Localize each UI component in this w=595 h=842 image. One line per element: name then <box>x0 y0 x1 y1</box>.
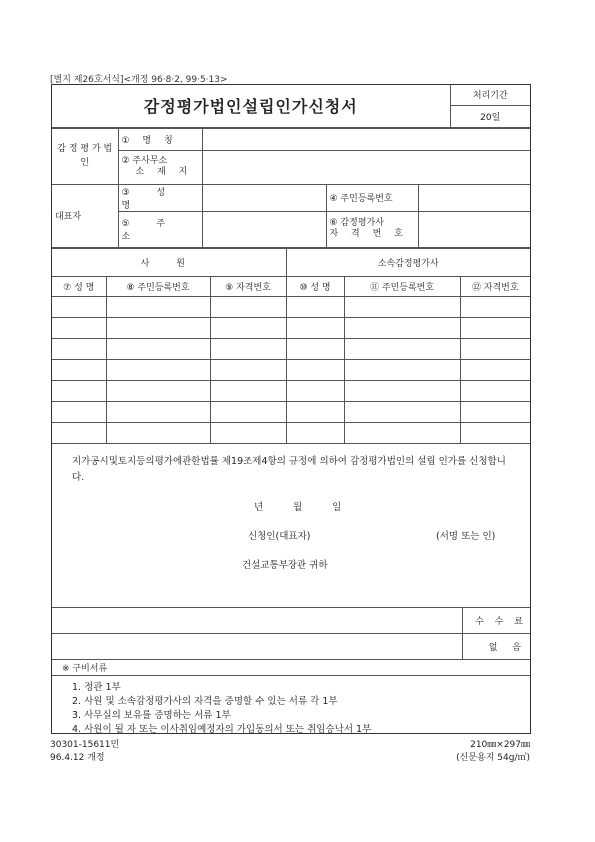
rep-address-field[interactable] <box>202 211 326 247</box>
table-cell[interactable] <box>210 380 286 401</box>
rep-name-label: ③ 성 명 <box>118 184 202 211</box>
rep-rrn-field[interactable] <box>418 184 530 211</box>
appraisers-header: 소속감정평가사 <box>286 248 530 276</box>
processing-period-label: 처리기간 <box>450 85 530 105</box>
paper-size: 210㎜×297㎜ <box>470 740 530 750</box>
date-year-label: 년 <box>254 501 264 513</box>
table-cell[interactable] <box>106 317 210 338</box>
table-cell[interactable] <box>286 296 344 317</box>
table-cell[interactable] <box>106 401 210 422</box>
table-cell[interactable] <box>106 422 210 443</box>
table-row <box>52 317 530 338</box>
col-header-employee-cert: ⑨ 자격번호 <box>210 276 286 296</box>
application-statement <box>52 444 530 607</box>
table-cell[interactable] <box>286 317 344 338</box>
table-cell[interactable] <box>52 359 106 380</box>
date-month-label: 월 <box>293 501 303 513</box>
table-row <box>52 380 530 401</box>
table-cell[interactable] <box>210 338 286 359</box>
rep-rrn-label: ④ 주민등록번호 <box>326 184 418 211</box>
list-item: 4. 사원이 될 자 또는 이사취임예정자의 가입동의서 또는 취임승낙서 1부 <box>72 723 372 735</box>
table-cell[interactable] <box>460 359 530 380</box>
corp-name-label: ① 명 칭 <box>118 128 202 150</box>
form-title: 감정평가법인설립인가신청서 <box>52 85 450 127</box>
table-cell[interactable] <box>210 317 286 338</box>
table-cell[interactable] <box>460 401 530 422</box>
applicant-label: 신청인(대표자) <box>248 530 311 542</box>
fee-label: 수 수 료 <box>462 607 530 633</box>
table-cell[interactable] <box>344 296 460 317</box>
col-header-appraiser-rrn: ⑪ 주민등록번호 <box>344 276 460 296</box>
col-header-employee-name: ⑦ 성 명 <box>52 276 106 296</box>
attachments-label: ※ 구비서류 <box>52 659 530 675</box>
list-item: 1. 정관 1부 <box>72 681 121 693</box>
table-cell[interactable] <box>106 338 210 359</box>
table-cell[interactable] <box>460 380 530 401</box>
list-item: 2. 사원 및 소속감정평가사의 자격을 증명할 수 있는 서류 각 1부 <box>72 695 338 707</box>
processing-period-value: 20일 <box>450 105 530 127</box>
date-line <box>254 499 368 513</box>
table-cell[interactable] <box>286 359 344 380</box>
fee-value: 없 음 <box>462 633 530 659</box>
table-cell[interactable] <box>286 401 344 422</box>
representative-label: 대표자 <box>52 184 118 247</box>
table-cell[interactable] <box>210 422 286 443</box>
revision-date: 96.4.12 개정 <box>50 753 105 763</box>
rep-name-field[interactable] <box>202 184 326 211</box>
table-row <box>52 422 530 443</box>
corp-address-label: ② 주사무소 소 재 지 <box>118 150 202 184</box>
corp-name-field[interactable] <box>202 128 530 150</box>
statement-text: 지가공시및토지등의평가에관한법률 제19조제4항의 규정에 의하여 감정평가법인의 설립 인가를 신청합니다. <box>72 455 506 483</box>
table-cell[interactable] <box>106 296 210 317</box>
footer-left <box>50 739 119 765</box>
date-day-label: 일 <box>332 501 342 513</box>
title-table <box>52 85 530 128</box>
table-cell[interactable] <box>344 359 460 380</box>
table-cell[interactable] <box>52 317 106 338</box>
col-header-appraiser-name: ⑩ 성 명 <box>286 276 344 296</box>
table-cell[interactable] <box>106 359 210 380</box>
paper-type: (신문용지 54g/㎡) <box>456 753 530 763</box>
table-cell[interactable] <box>106 380 210 401</box>
footer-right <box>420 739 530 765</box>
table-row <box>52 359 530 380</box>
applicant-info-table <box>52 128 530 248</box>
table-cell[interactable] <box>344 380 460 401</box>
fee-blank-area <box>52 607 462 633</box>
fee-table <box>52 607 530 676</box>
corp-address-field[interactable] <box>202 150 530 184</box>
table-row <box>52 401 530 422</box>
staff-table <box>52 248 530 444</box>
table-cell[interactable] <box>52 401 106 422</box>
addressee: 건설교통부장관 귀하 <box>242 559 328 571</box>
rep-cert-field[interactable] <box>418 211 530 247</box>
signature-label: (서명 또는 인) <box>436 530 496 542</box>
table-cell[interactable] <box>344 401 460 422</box>
col-header-employee-rrn: ⑧ 주민등록번호 <box>106 276 210 296</box>
table-cell[interactable] <box>52 296 106 317</box>
form-code: 30301-15611민 <box>50 740 120 750</box>
fee-blank-area <box>52 633 462 659</box>
attachments-list <box>52 676 530 737</box>
rep-address-label: ⑤ 주 소 <box>118 211 202 247</box>
table-cell[interactable] <box>210 359 286 380</box>
table-cell[interactable] <box>286 422 344 443</box>
table-cell[interactable] <box>344 317 460 338</box>
table-row <box>52 338 530 359</box>
col-header-appraiser-cert: ⑫ 자격번호 <box>460 276 530 296</box>
table-cell[interactable] <box>460 296 530 317</box>
list-item: 3. 사무실의 보유를 증명하는 서류 1부 <box>72 709 231 721</box>
table-cell[interactable] <box>344 422 460 443</box>
table-cell[interactable] <box>286 380 344 401</box>
employees-header: 사 원 <box>52 248 286 276</box>
rep-cert-label: ⑥ 감정평가사 자 격 번 호 <box>326 211 418 247</box>
form-number-note: [별지 제26호서식]<개정 96·8·2, 99·5·13> <box>50 75 228 85</box>
application-form <box>51 84 531 734</box>
table-cell[interactable] <box>460 422 530 443</box>
table-cell[interactable] <box>52 338 106 359</box>
table-cell[interactable] <box>344 338 460 359</box>
table-cell[interactable] <box>210 401 286 422</box>
table-cell[interactable] <box>460 338 530 359</box>
table-cell[interactable] <box>52 380 106 401</box>
table-row <box>52 296 530 317</box>
table-cell[interactable] <box>286 338 344 359</box>
corp-section-label: 감 정 평 가 법 인 <box>52 128 118 184</box>
table-cell[interactable] <box>460 317 530 338</box>
table-cell[interactable] <box>52 422 106 443</box>
table-cell[interactable] <box>210 296 286 317</box>
